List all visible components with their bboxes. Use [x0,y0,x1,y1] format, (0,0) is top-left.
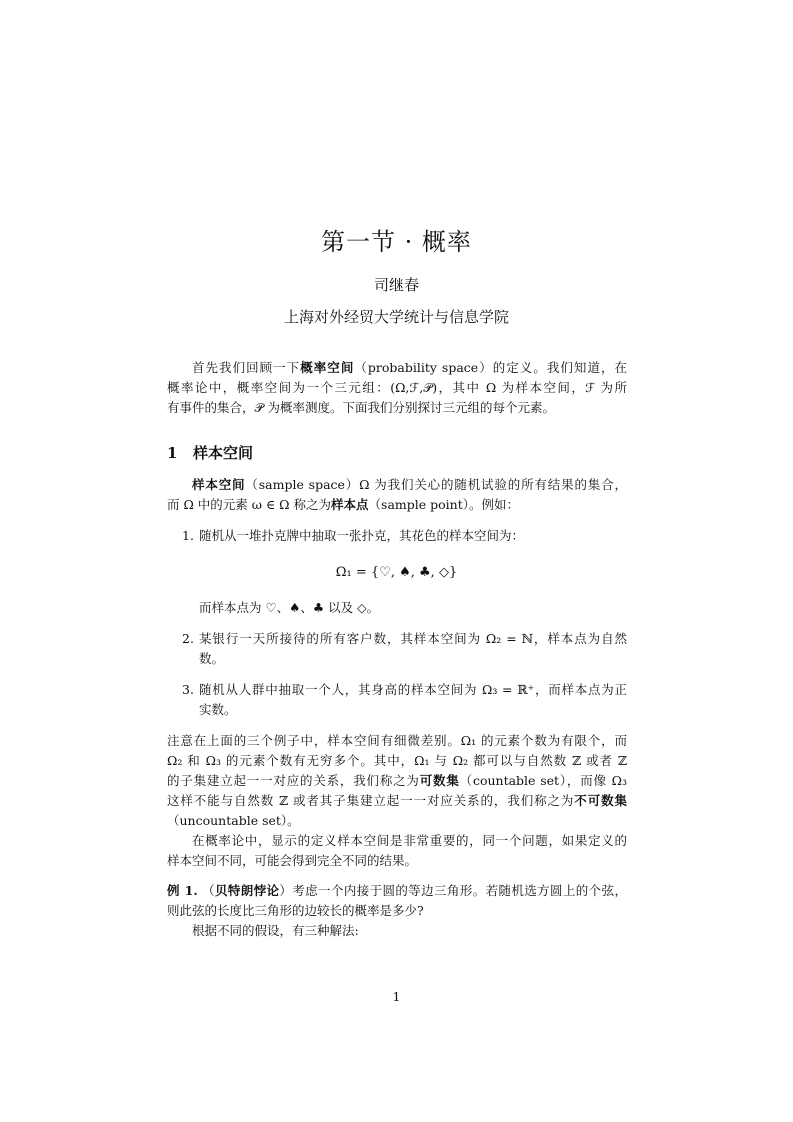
example-line-1: 例 1. （贝特朗悖论）考虑一个内接于圆的等边三角形。若随机选方圆上的个弦， [167,883,627,898]
section-title: 样本空间 [193,444,254,462]
intro-line-2: 概率论中，概率空间为一个三元组：(Ω,ℱ,𝒫)，其中 Ω 为样本空间，ℱ 为所 [167,380,627,395]
list-item-text: 某银行一天所接待的所有客户数，其样本空间为 Ω₂ = ℕ，样本点为自然 [199,631,627,646]
definition-importance-paragraph [167,831,627,871]
para3-line-2: 样本空间不同，可能会得到完全不同的结果。 [167,853,418,868]
example-line-3: 根据不同的假设，有三种解法: [192,923,359,938]
equation-omega1: Ω₁ = {♡, ♠, ♣, ◇} [335,565,458,580]
intro-line-1: 首先我们回顾一下概率空间（probability space）的定义。我们知道，在 [192,360,627,375]
countable-paragraph [167,731,627,831]
term-uncountable-set: 不可数集 [574,793,627,808]
example-line-2: 则此弦的长度比三角形的边较长的概率是多少? [167,903,424,918]
list-item-number: 2. [182,631,194,646]
para2-line-4: 这样不能与自然数 ℤ 或者其子集建立起一一对应关系的，我们称之为不可数集 [167,793,627,808]
para3-line-1: 在概率论中，显示的定义样本空间是非常重要的，同一个问题，如果定义的 [192,833,627,848]
section-number: 1 [167,444,178,462]
author-affiliation: 上海对外经贸大学统计与信息学院 [283,308,509,326]
para2-line-3: 的子集建立起一一对应的关系，我们称之为可数集（countable set），而像 Ω₃ [167,773,627,788]
list-item-text: 而样本点为 ♡、♠、♣ 以及 ◇。 [199,600,380,615]
example-block [167,881,627,941]
list-item-text: 数。 [199,651,225,666]
para1-line-1: 样本空间（sample space）Ω 为我们关心的随机试验的所有结果的集合， [192,477,627,492]
term-sample-space: 样本空间 [192,477,246,492]
list-item-text: 实数。 [199,702,237,717]
example-label: 例 1. [167,883,198,898]
para2-line-2: Ω₂ 和 Ω₃ 的元素个数有无穷多个。其中，Ω₁ 与 Ω₂ 都可以与自然数 ℤ 或者 ℤ [167,753,627,768]
page-number: 1 [392,989,401,1004]
example-name: 贝特朗悖论 [214,883,280,898]
author-name: 司继春 [373,276,419,294]
section-heading [167,442,253,463]
term-probability-space: 概率空间 [300,360,355,375]
intro-line-3: 有事件的集合，𝒫 为概率测度。下面我们分别探讨三元组的每个元素。 [167,400,555,415]
list-item-number: 1. [182,528,194,543]
intro-paragraph [167,358,627,418]
para2-line-1: 注意在上面的三个例子中，样本空间有细微差别。Ω₁ 的元素个数为有限个，而 [167,733,627,748]
list-item-number: 3. [182,682,194,697]
list-item-text: 随机从人群中抽取一个人，其身高的样本空间为 Ω₃ = ℝ⁺，而样本点为正 [199,682,627,697]
sample-space-paragraph [167,475,627,515]
para2-line-5: （uncountable set）。 [167,813,300,828]
para1-line-2: 而 Ω 中的元素 ω ∈ Ω 称之为样本点（sample point）。例如： [167,497,519,512]
term-countable-set: 可数集 [419,773,460,788]
page-title: 第一节 · 概率 [321,228,472,256]
term-sample-point: 样本点 [331,497,369,512]
list-item-text: 随机从一堆扑克牌中抽取一张扑克，其花色的样本空间为： [199,528,525,543]
